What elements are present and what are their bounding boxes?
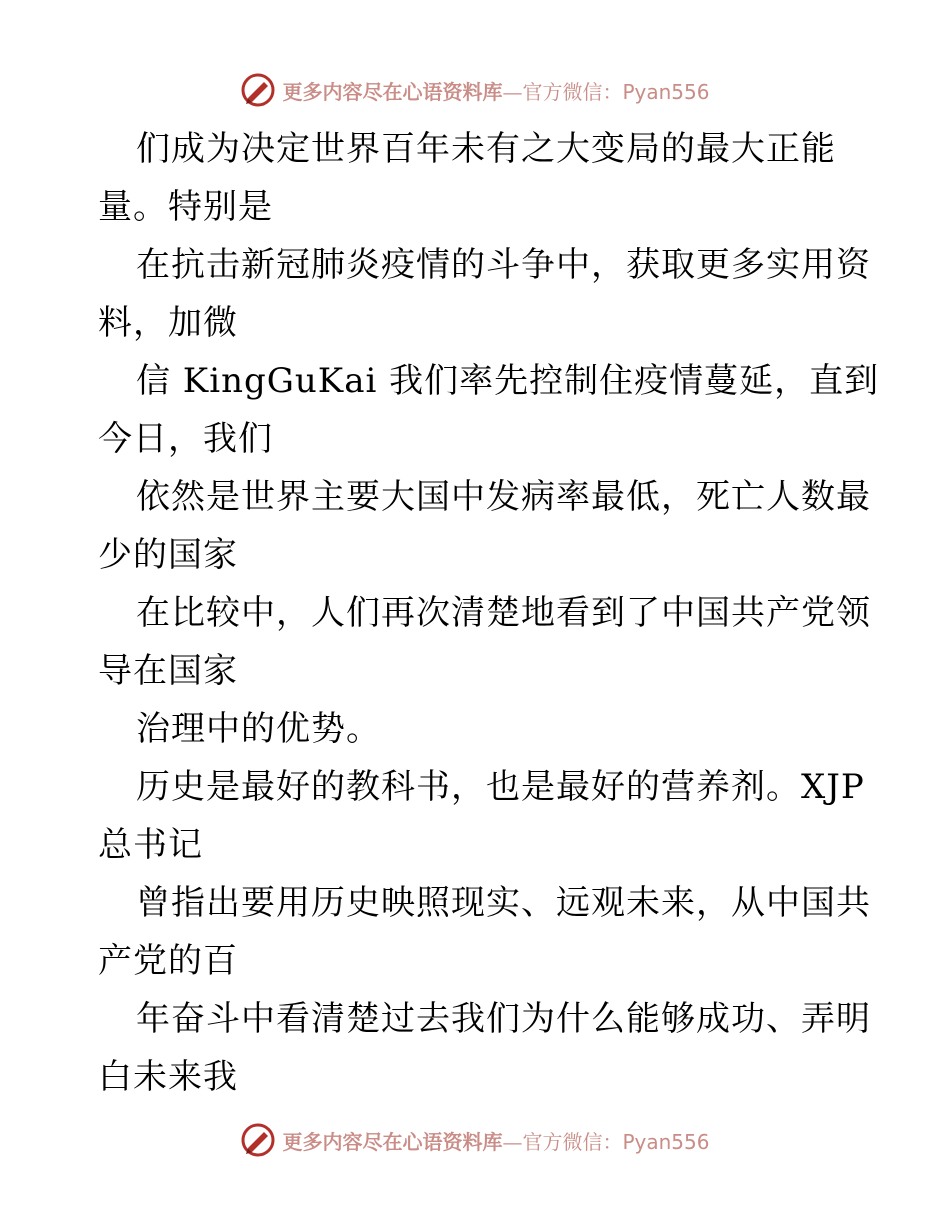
watermark-text — [282, 1126, 709, 1155]
text-line: 产党的百 — [98, 941, 238, 981]
text-line: 们成为决定世界百年未有之大变局的最大正能 — [136, 129, 836, 169]
text-line: 导在国家 — [98, 651, 238, 691]
text-line: 今日，我们 — [98, 419, 273, 459]
text-line: 依然是世界主要大国中发病率最低，死亡人数最 — [136, 477, 871, 517]
text-line: 少的国家 — [98, 535, 238, 575]
footer-watermark — [0, 1120, 950, 1160]
watermark-wechat: 官方微信：Pyan556 — [522, 79, 710, 104]
watermark-dash: — — [502, 1129, 523, 1154]
pen-logo-icon — [240, 1122, 276, 1158]
text-line: 曾指出要用历史映照现实、远观未来，从中国共 — [136, 883, 871, 923]
watermark-dash: — — [502, 79, 523, 104]
watermark-brand: 更多内容尽在心语资料库 — [282, 79, 503, 104]
watermark-wechat: 官方微信：Pyan556 — [522, 1129, 710, 1154]
text-line: 信 KingGuKai 我们率先控制住疫情蔓延，直到 — [136, 361, 880, 401]
text-line: 年奋斗中看清楚过去我们为什么能够成功、弄明 — [136, 999, 871, 1039]
watermark-brand: 更多内容尽在心语资料库 — [282, 1129, 503, 1154]
document-body — [98, 120, 880, 1106]
text-line: 在抗击新冠肺炎疫情的斗争中，获取更多实用资 — [136, 245, 871, 285]
pen-logo-icon — [240, 72, 276, 108]
text-line: 总书记 — [98, 825, 203, 865]
header-watermark — [0, 70, 950, 110]
text-line: 历史是最好的教科书，也是最好的营养剂。XJP — [136, 767, 865, 807]
text-line: 在比较中，人们再次清楚地看到了中国共产党领 — [136, 593, 871, 633]
text-line: 治理中的优势。 — [136, 709, 381, 749]
text-line: 白未来我 — [98, 1057, 238, 1097]
watermark-text — [282, 76, 709, 105]
text-line: 料，加微 — [98, 303, 238, 343]
text-line: 量。特别是 — [98, 187, 273, 227]
